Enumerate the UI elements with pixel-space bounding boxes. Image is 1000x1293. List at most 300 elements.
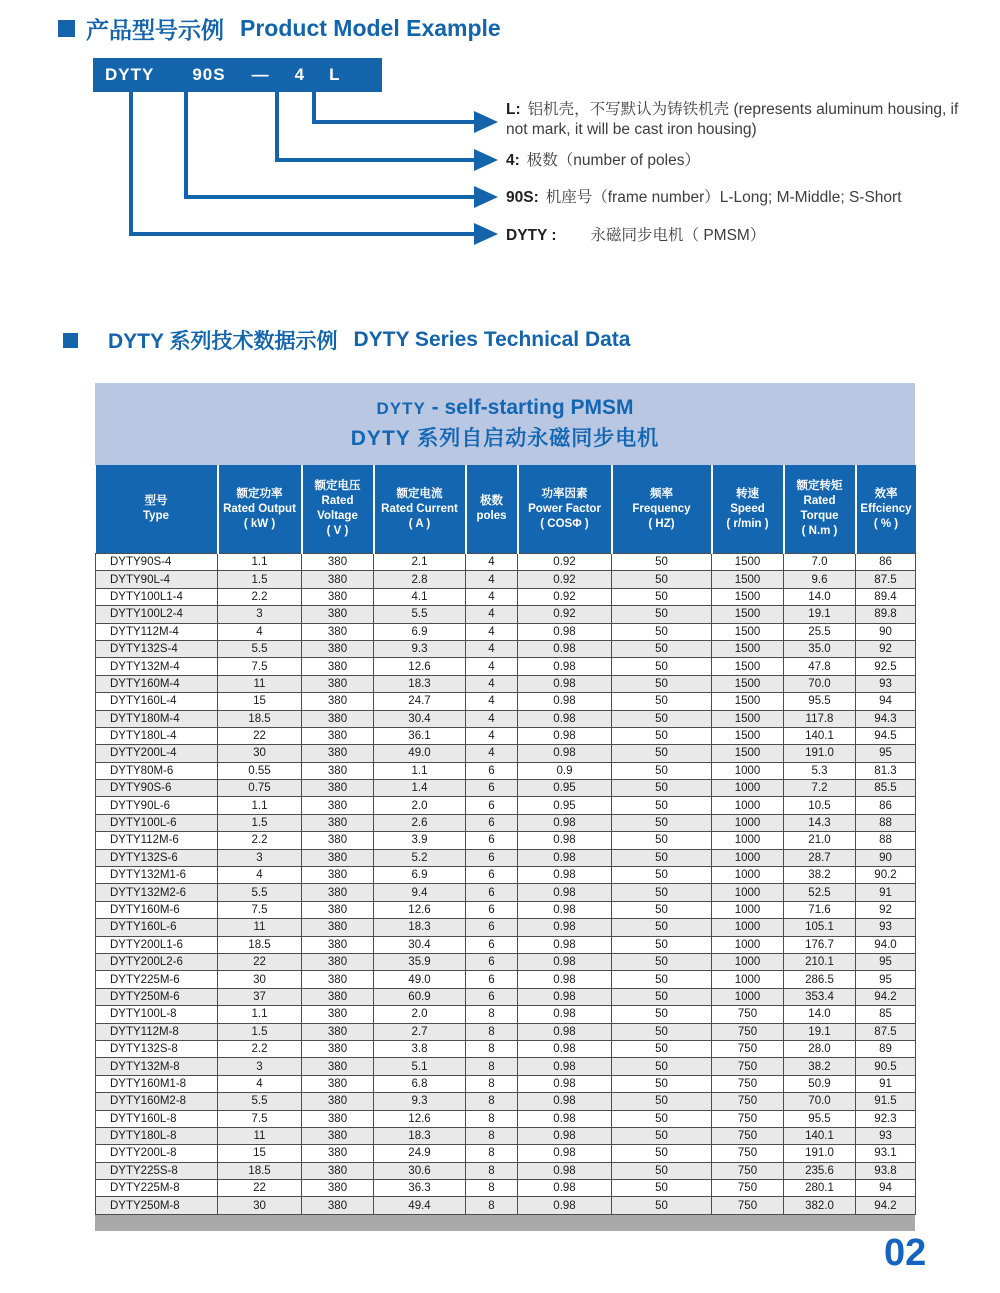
col-header-speed: 转速 Speed ( r/min ) [712,465,784,554]
cell-value: 380 [302,1058,374,1075]
cell-value: 93 [856,919,916,936]
table-row [96,1110,916,1127]
cell-value: 380 [302,554,374,571]
cell-value: 0.95 [518,780,612,797]
cell-value: 4.1 [374,588,466,605]
cell-value: 380 [302,1145,374,1162]
cell-value: 1500 [712,693,784,710]
cell-value: 380 [302,849,374,866]
cell-value: 50 [612,919,712,936]
cell-value: 94.0 [856,936,916,953]
cell-value: 93 [856,675,916,692]
cell-value: 14.0 [784,588,856,605]
table-row [96,658,916,675]
callout-prefix: L: [506,101,521,118]
col-header-efficiency: 效率 Effciency ( % ) [856,465,916,554]
cell-value: 1500 [712,623,784,640]
cell-value: 49.0 [374,745,466,762]
arrow-right-icon [474,149,498,171]
cell-value: 4 [466,675,518,692]
cell-value: 95 [856,971,916,988]
cell-value: 380 [302,1023,374,1040]
cell-model-type: DYTY100L2-4 [96,606,218,623]
cell-value: 0.98 [518,745,612,762]
cell-model-type: DYTY132M1-6 [96,867,218,884]
table-row [96,1162,916,1179]
model-token-series: DYTY [105,65,155,84]
table-row [96,554,916,571]
cell-value: 750 [712,1058,784,1075]
cell-value: 0.98 [518,884,612,901]
table-row [96,936,916,953]
model-token-poles: 4 [294,65,306,84]
cell-value: 94 [856,1180,916,1197]
cell-value: 4 [218,1075,302,1092]
cell-model-type: DYTY100L-6 [96,814,218,831]
cell-value: 95.5 [784,1110,856,1127]
cell-value: 38.2 [784,1058,856,1075]
cell-value: 8 [466,1197,518,1214]
cell-value: 0.98 [518,901,612,918]
cell-value: 50 [612,1075,712,1092]
cell-value: 30.6 [374,1162,466,1179]
arrow-right-icon [474,186,498,208]
cell-value: 1000 [712,762,784,779]
cell-value: 750 [712,1162,784,1179]
cell-model-type: DYTY132M-4 [96,658,218,675]
cell-value: 380 [302,727,374,744]
cell-value: 2.0 [374,1006,466,1023]
callout-prefix: DYTY : [506,227,557,244]
cell-value: 1000 [712,780,784,797]
cell-value: 3.9 [374,832,466,849]
cell-value: 1000 [712,919,784,936]
cell-value: 380 [302,901,374,918]
cell-value: 8 [466,1023,518,1040]
section-title-product-model [58,12,501,45]
connector-line [275,92,279,162]
cell-value: 0.92 [518,554,612,571]
callout-poles [506,151,700,171]
cell-value: 92 [856,640,916,657]
cell-value: 50 [612,554,712,571]
cell-value: 0.98 [518,693,612,710]
cell-value: 6 [466,832,518,849]
cell-value: 6.8 [374,1075,466,1092]
cell-value: 12.6 [374,658,466,675]
cell-value: 210.1 [784,953,856,970]
cell-value: 380 [302,884,374,901]
cell-value: 8 [466,1110,518,1127]
cell-model-type: DYTY180L-4 [96,727,218,744]
cell-value: 0.9 [518,762,612,779]
cell-value: 380 [302,953,374,970]
cell-model-type: DYTY112M-6 [96,832,218,849]
cell-model-type: DYTY132M2-6 [96,884,218,901]
cell-value: 1000 [712,867,784,884]
cell-value: 0.98 [518,1162,612,1179]
connector-line [312,120,474,124]
cell-value: 380 [302,1180,374,1197]
cell-value: 86 [856,797,916,814]
cell-value: 24.7 [374,693,466,710]
cell-model-type: DYTY100L1-4 [96,588,218,605]
cell-value: 0.98 [518,727,612,744]
callout-prefix: 90S: [506,189,539,206]
cell-value: 3 [218,1058,302,1075]
cell-value: 6 [466,936,518,953]
cell-value: 380 [302,936,374,953]
table-row [96,1127,916,1144]
cell-value: 91.5 [856,1093,916,1110]
cell-value: 380 [302,675,374,692]
cell-value: 1500 [712,554,784,571]
cell-value: 85 [856,1006,916,1023]
cell-value: 92 [856,901,916,918]
cell-value: 15 [218,693,302,710]
cell-value: 0.98 [518,1093,612,1110]
cell-value: 191.0 [784,1145,856,1162]
table-row [96,1093,916,1110]
cell-value: 81.3 [856,762,916,779]
cell-value: 1.5 [218,814,302,831]
cell-value: 380 [302,797,374,814]
cell-value: 140.1 [784,1127,856,1144]
cell-value: 380 [302,762,374,779]
cell-value: 7.0 [784,554,856,571]
col-header-rated-current: 额定电流 Rated Current ( A ) [374,465,466,554]
table-row [96,1058,916,1075]
col-header-rated-voltage: 额定电压 Rated Voltage ( V ) [302,465,374,554]
cell-value: 380 [302,1127,374,1144]
cell-value: 1000 [712,814,784,831]
cell-model-type: DYTY225S-8 [96,1162,218,1179]
cell-value: 92.5 [856,658,916,675]
cell-value: 18.5 [218,1162,302,1179]
cell-value: 88 [856,814,916,831]
cell-value: 353.4 [784,988,856,1005]
cell-value: 95 [856,953,916,970]
cell-model-type: DYTY132M-8 [96,1058,218,1075]
cell-value: 5.5 [218,640,302,657]
cell-value: 4 [466,571,518,588]
cell-value: 11 [218,675,302,692]
cell-value: 95 [856,745,916,762]
cell-value: 2.1 [374,554,466,571]
cell-value: 380 [302,1197,374,1214]
cell-value: 18.3 [374,1127,466,1144]
cell-value: 94.2 [856,988,916,1005]
cell-value: 50 [612,1145,712,1162]
cell-value: 1500 [712,727,784,744]
cell-value: 50 [612,797,712,814]
table-row [96,797,916,814]
callout-text: 机座号（frame number）L-Long; M-Middle; S-Short [545,189,902,206]
cell-value: 18.3 [374,675,466,692]
cell-value: 30.4 [374,710,466,727]
table-row [96,1075,916,1092]
cell-model-type: DYTY225M-6 [96,971,218,988]
cell-value: 50 [612,640,712,657]
cell-value: 11 [218,1127,302,1144]
cell-value: 2.0 [374,797,466,814]
cell-value: 8 [466,1145,518,1162]
cell-value: 380 [302,606,374,623]
cell-value: 286.5 [784,971,856,988]
cell-value: 1500 [712,658,784,675]
cell-value: 7.2 [784,780,856,797]
cell-value: 50 [612,762,712,779]
cell-value: 380 [302,571,374,588]
cell-value: 2.2 [218,1040,302,1057]
cell-model-type: DYTY160L-8 [96,1110,218,1127]
table-row [96,867,916,884]
section-title-en: DYTY Series Technical Data [353,328,631,351]
table-row [96,919,916,936]
cell-value: 750 [712,1040,784,1057]
cell-value: 4 [218,867,302,884]
cell-model-type: DYTY200L-4 [96,745,218,762]
connector-line [184,92,188,199]
cell-value: 30 [218,1197,302,1214]
cell-model-type: DYTY160M-4 [96,675,218,692]
cell-value: 93.8 [856,1162,916,1179]
cell-value: 95.5 [784,693,856,710]
cell-value: 8 [466,1058,518,1075]
table-row [96,988,916,1005]
cell-value: 380 [302,1006,374,1023]
table-row [96,606,916,623]
cell-value: 94.5 [856,727,916,744]
cell-value: 50 [612,814,712,831]
table-row [96,971,916,988]
cell-value: 4 [466,745,518,762]
cell-value: 0.98 [518,640,612,657]
cell-value: 50 [612,832,712,849]
cell-value: 2.8 [374,571,466,588]
cell-value: 8 [466,1180,518,1197]
cell-value: 50 [612,727,712,744]
cell-value: 6 [466,762,518,779]
table-row [96,762,916,779]
cell-value: 0.98 [518,936,612,953]
connector-line [129,232,474,236]
cell-value: 380 [302,832,374,849]
cell-value: 105.1 [784,919,856,936]
cell-model-type: DYTY180L-8 [96,1127,218,1144]
cell-value: 1.5 [218,1023,302,1040]
model-number-box [93,58,382,92]
cell-value: 90.5 [856,1058,916,1075]
cell-value: 11 [218,919,302,936]
cell-value: 9.6 [784,571,856,588]
table-row [96,1006,916,1023]
cell-value: 50 [612,971,712,988]
cell-value: 6 [466,814,518,831]
cell-value: 36.1 [374,727,466,744]
cell-value: 0.92 [518,588,612,605]
section-title-zh: DYTY 系列技术数据示例 [108,330,338,353]
col-header-type: 型号 Type [96,465,218,554]
section-title-technical-data [63,325,630,355]
cell-value: 1500 [712,640,784,657]
cell-value: 380 [302,640,374,657]
cell-value: 25.5 [784,623,856,640]
cell-value: 50 [612,1023,712,1040]
cell-value: 89.8 [856,606,916,623]
table-body [96,554,916,1215]
cell-value: 52.5 [784,884,856,901]
cell-value: 1000 [712,849,784,866]
cell-value: 94.2 [856,1197,916,1214]
cell-value: 5.1 [374,1058,466,1075]
cell-value: 50 [612,693,712,710]
cell-value: 2.2 [218,588,302,605]
cell-value: 0.98 [518,919,612,936]
table-row [96,745,916,762]
col-header-poles: 极数 poles [466,465,518,554]
cell-value: 9.3 [374,1093,466,1110]
table-row [96,832,916,849]
cell-value: 0.98 [518,1110,612,1127]
cell-value: 1000 [712,901,784,918]
col-header-power-factor: 功率因素 Power Factor ( COSΦ ) [518,465,612,554]
cell-value: 0.98 [518,814,612,831]
cell-value: 380 [302,623,374,640]
table-row [96,1145,916,1162]
cell-model-type: DYTY250M-6 [96,988,218,1005]
table-row [96,623,916,640]
cell-value: 0.95 [518,797,612,814]
table-row [96,710,916,727]
cell-value: 30 [218,745,302,762]
cell-value: 50 [612,606,712,623]
cell-value: 0.98 [518,953,612,970]
cell-value: 0.98 [518,1180,612,1197]
cell-value: 70.0 [784,1093,856,1110]
table-row [96,1197,916,1214]
table-bottom-bar [95,1215,915,1231]
cell-value: 1.1 [218,797,302,814]
cell-value: 6.9 [374,623,466,640]
cell-value: 50 [612,623,712,640]
cell-model-type: DYTY180M-4 [96,710,218,727]
cell-value: 50 [612,1040,712,1057]
cell-value: 0.98 [518,658,612,675]
cell-value: 28.0 [784,1040,856,1057]
cell-model-type: DYTY225M-8 [96,1180,218,1197]
cell-value: 6 [466,971,518,988]
cell-value: 70.0 [784,675,856,692]
cell-value: 38.2 [784,867,856,884]
cell-value: 1.5 [218,571,302,588]
cell-value: 1500 [712,745,784,762]
cell-value: 1.1 [218,554,302,571]
cell-value: 6 [466,953,518,970]
connector-line [184,195,474,199]
col-header-rated-torque: 额定转矩 Rated Torque ( N.m ) [784,465,856,554]
technical-data-table [95,465,916,1215]
table-banner [95,383,915,465]
cell-value: 0.98 [518,675,612,692]
cell-value: 50 [612,936,712,953]
cell-value: 49.0 [374,971,466,988]
cell-value: 0.98 [518,1127,612,1144]
cell-value: 90 [856,849,916,866]
cell-value: 0.98 [518,1058,612,1075]
cell-value: 60.9 [374,988,466,1005]
cell-value: 0.98 [518,1023,612,1040]
cell-value: 0.98 [518,1040,612,1057]
cell-value: 6 [466,849,518,866]
cell-value: 8 [466,1127,518,1144]
cell-value: 235.6 [784,1162,856,1179]
cell-value: 5.3 [784,762,856,779]
cell-value: 0.92 [518,606,612,623]
cell-value: 0.98 [518,1197,612,1214]
cell-value: 380 [302,588,374,605]
cell-value: 750 [712,1145,784,1162]
section-bullet-icon [63,333,78,348]
table-row [96,1180,916,1197]
cell-value: 6.9 [374,867,466,884]
cell-value: 50 [612,658,712,675]
cell-value: 3.8 [374,1040,466,1057]
cell-model-type: DYTY132S-4 [96,640,218,657]
section-bullet-icon [58,20,75,37]
cell-value: 380 [302,1093,374,1110]
table-row [96,571,916,588]
cell-value: 91 [856,1075,916,1092]
cell-value: 50 [612,710,712,727]
cell-value: 5.5 [218,884,302,901]
cell-value: 93 [856,1127,916,1144]
cell-value: 380 [302,867,374,884]
cell-value: 88 [856,832,916,849]
cell-value: 0.98 [518,623,612,640]
cell-value: 9.3 [374,640,466,657]
col-header-frequency: 频率 Frequency ( HZ) [612,465,712,554]
callout-text: 极数（number of poles） [526,152,700,169]
cell-value: 24.9 [374,1145,466,1162]
cell-value: 4 [466,710,518,727]
cell-value: 7.5 [218,1110,302,1127]
cell-value: 50 [612,988,712,1005]
cell-value: 50 [612,1162,712,1179]
cell-value: 4 [466,588,518,605]
col-header-rated-output: 额定功率 Rated Output ( kW ) [218,465,302,554]
cell-value: 280.1 [784,1180,856,1197]
cell-value: 15 [218,1145,302,1162]
cell-value: 71.6 [784,901,856,918]
cell-value: 8 [466,1075,518,1092]
cell-value: 4 [466,640,518,657]
cell-value: 36.3 [374,1180,466,1197]
cell-value: 9.4 [374,884,466,901]
cell-value: 50 [612,1180,712,1197]
callout-frame [506,188,902,208]
cell-value: 1000 [712,936,784,953]
cell-value: 380 [302,1110,374,1127]
cell-value: 4 [466,693,518,710]
cell-value: 50 [612,1006,712,1023]
cell-value: 30 [218,971,302,988]
table-row [96,953,916,970]
table-row [96,901,916,918]
arrow-right-icon [474,111,498,133]
cell-value: 0.98 [518,1075,612,1092]
cell-value: 1500 [712,710,784,727]
